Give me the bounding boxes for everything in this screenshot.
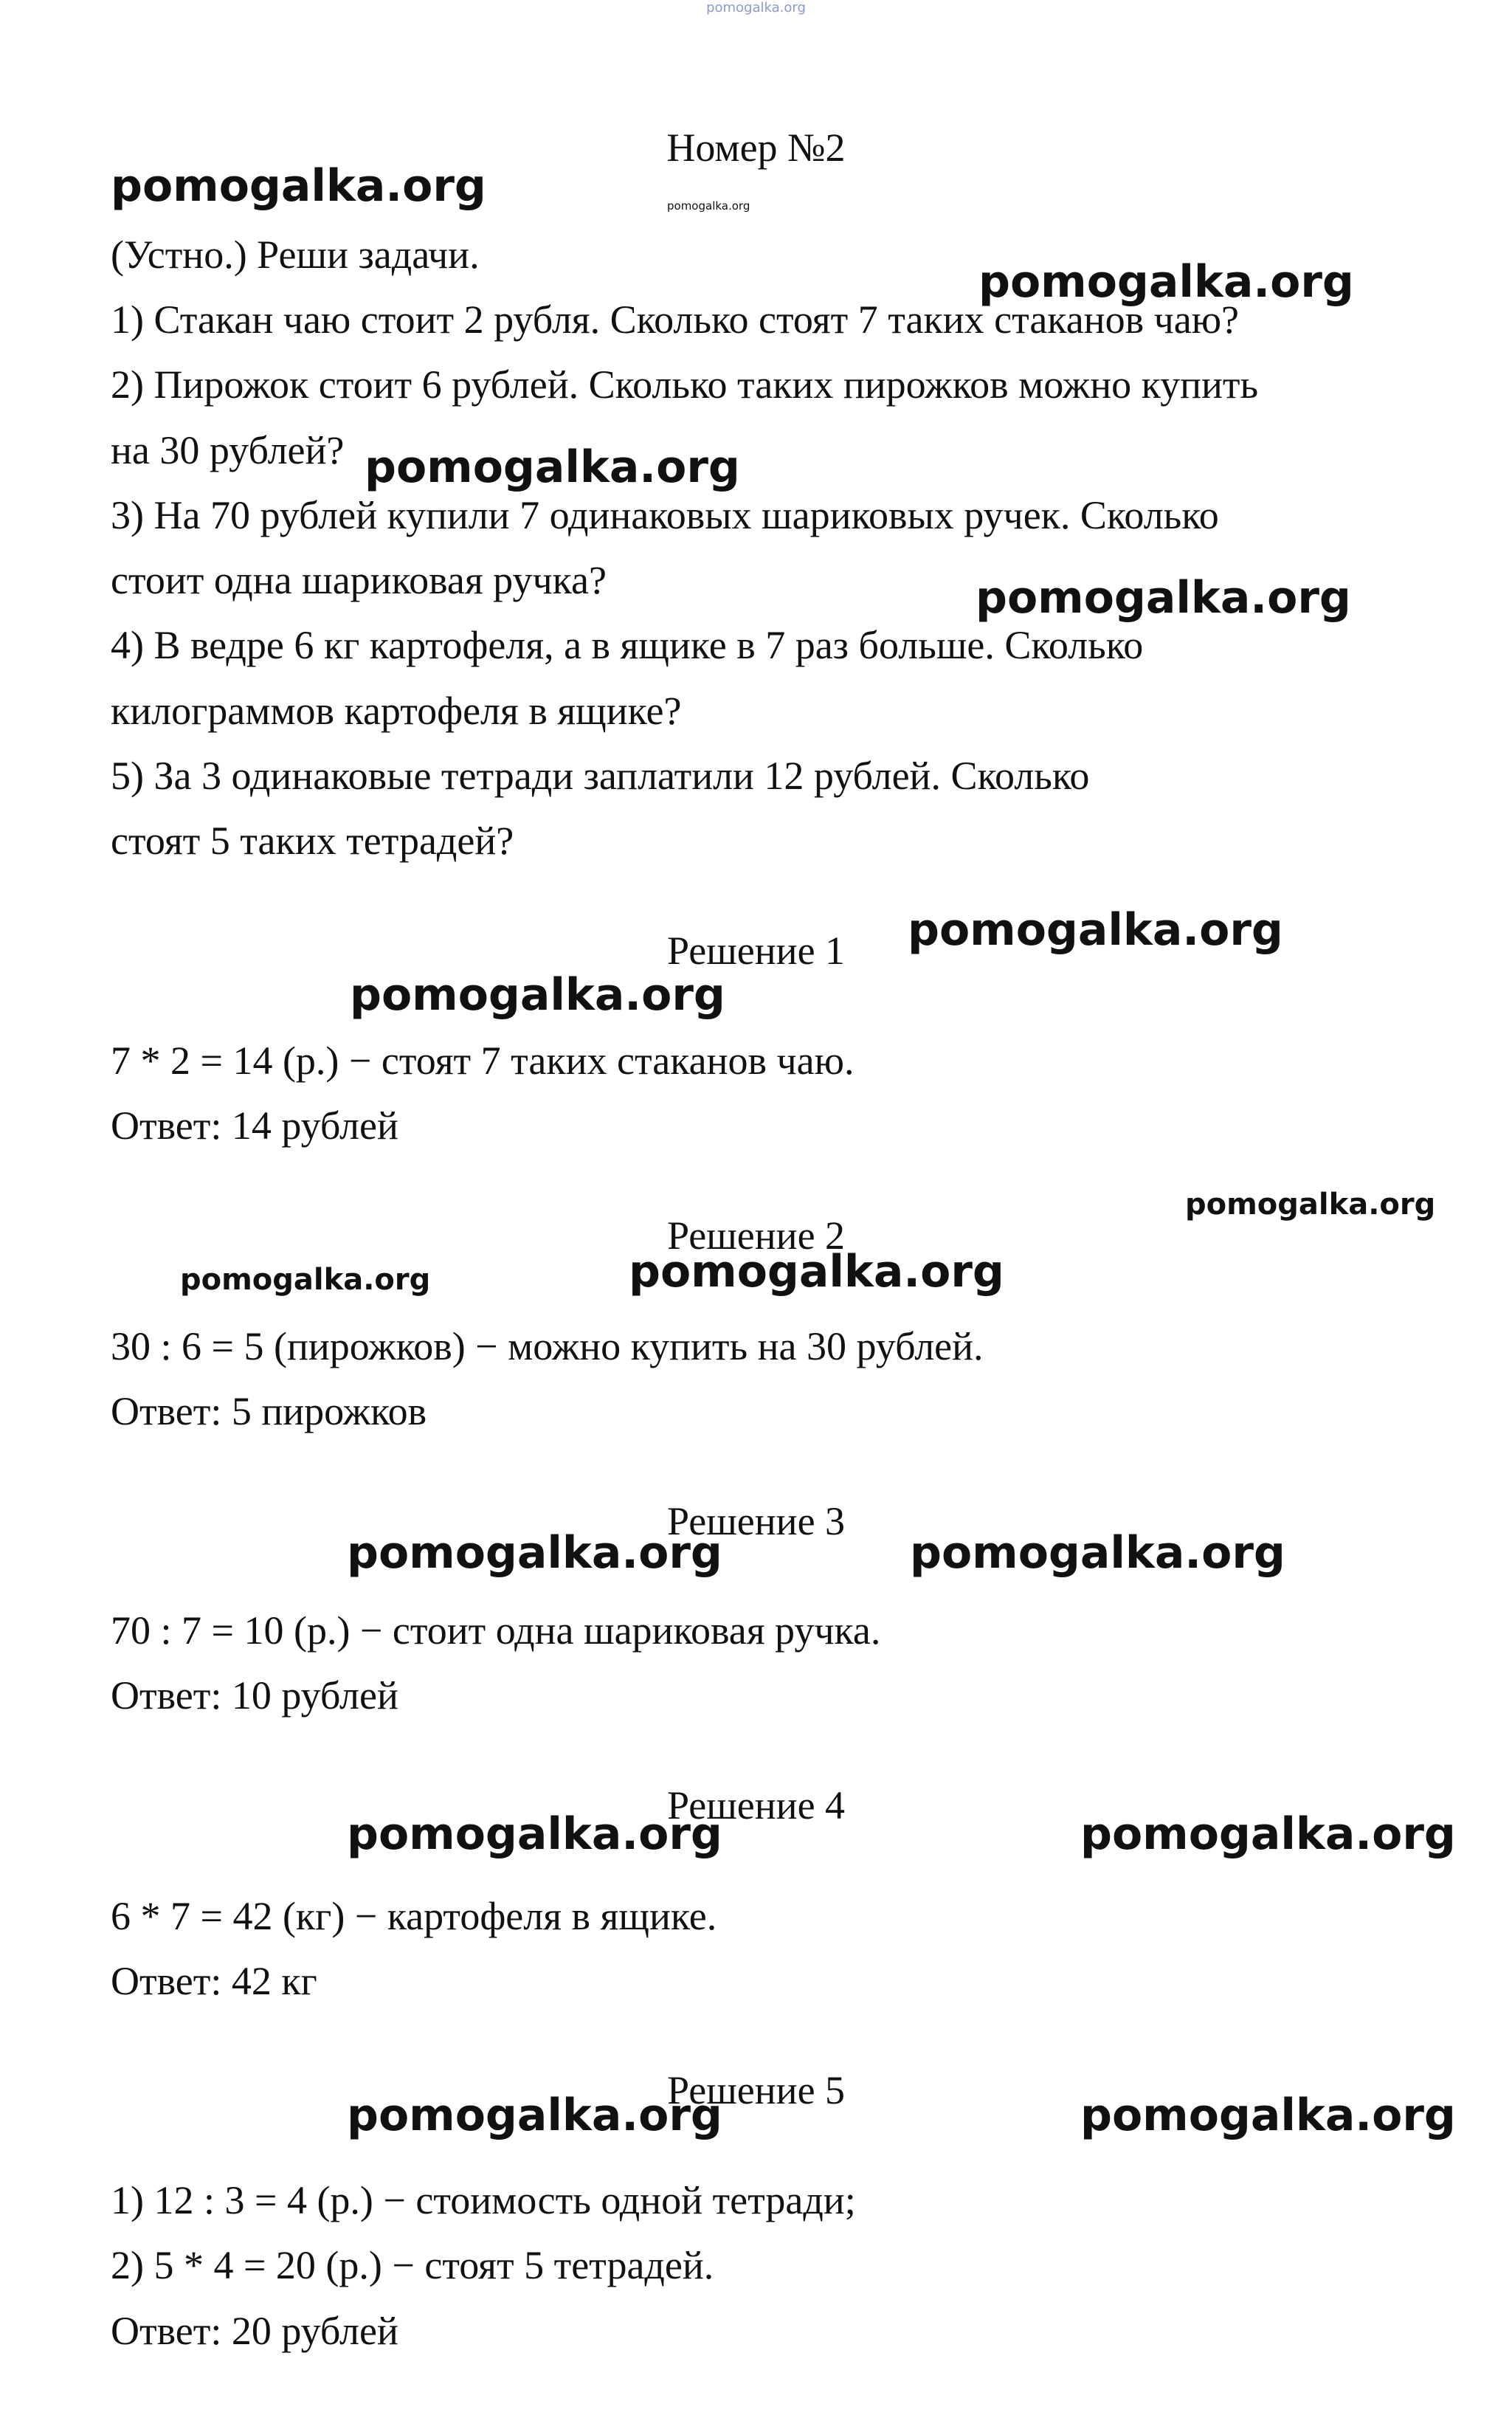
watermark-small: pomogalka.org — [667, 199, 750, 213]
watermark: pomogalka.org — [180, 1263, 431, 1297]
solution-answer: Ответ: 20 рублей — [111, 2309, 398, 2353]
solution-title: Решение 1 — [666, 929, 846, 973]
watermark: pomogalka.org — [365, 441, 740, 493]
solution-answer: Ответ: 10 рублей — [111, 1673, 398, 1718]
problem-line: 4) В ведре 6 кг картофеля, а в ящике в 7 раз больше. Сколько — [111, 623, 1144, 667]
solution-line: 1) 12 : 3 = 4 (р.) − стоимость одной тетради; — [111, 2178, 856, 2222]
problem-line: 3) На 70 рублей купили 7 одинаковых шариковых ручек. Сколько — [111, 493, 1219, 537]
problem-line: стоят 5 таких тетрадей? — [111, 819, 514, 863]
problem-line: килограммов картофеля в ящике? — [111, 689, 682, 733]
problem-line: стоит одна шариковая ручка? — [111, 558, 607, 602]
solution-title: Решение 2 — [666, 1213, 846, 1258]
problem-line: 1) Стакан чаю стоит 2 рубля. Сколько стоят 7 таких стаканов чаю? — [111, 297, 1240, 342]
top-watermark: pomogalka.org — [706, 0, 806, 15]
watermark: pomogalka.org — [976, 572, 1351, 624]
watermark: pomogalka.org — [1080, 1808, 1456, 1860]
solution-line: 7 * 2 = 14 (р.) − стоят 7 таких стаканов чаю. — [111, 1038, 855, 1083]
watermark: pomogalka.org — [1185, 1188, 1436, 1222]
solution-title: Решение 3 — [666, 1499, 846, 1543]
solution-title: Решение 5 — [666, 2068, 846, 2112]
problem-line: 2) Пирожок стоит 6 рублей. Сколько таких пирожков можно купить — [111, 362, 1259, 407]
solution-line: 70 : 7 = 10 (р.) − стоит одна шариковая ручка. — [111, 1608, 881, 1653]
solution-line: 6 * 7 = 42 (кг) − картофеля в ящике. — [111, 1894, 717, 1938]
page-title: Номер №2 — [666, 125, 846, 170]
solution-answer: Ответ: 5 пирожков — [111, 1389, 427, 1433]
intro-text: (Устно.) Реши задачи. — [111, 232, 480, 277]
watermark: pomogalka.org — [910, 1527, 1285, 1579]
problem-line: 5) За 3 одинаковые тетради заплатили 12 рублей. Сколько — [111, 754, 1090, 798]
watermark: pomogalka.org — [350, 969, 725, 1021]
solution-line: 2) 5 * 4 = 20 (р.) − стоят 5 тетрадей. — [111, 2243, 714, 2287]
watermark: pomogalka.org — [978, 256, 1354, 308]
watermark: pomogalka.org — [1080, 2090, 1456, 2141]
watermark: pomogalka.org — [347, 1808, 722, 1860]
watermark: pomogalka.org — [908, 904, 1283, 956]
watermark: pomogalka.org — [111, 160, 486, 212]
problem-line: на 30 рублей? — [111, 428, 345, 472]
watermark: pomogalka.org — [347, 1527, 722, 1579]
solution-answer: Ответ: 42 кг — [111, 1959, 317, 2003]
solution-line: 30 : 6 = 5 (пирожков) − можно купить на 30 рублей. — [111, 1324, 984, 1368]
solution-title: Решение 4 — [666, 1783, 846, 1828]
solution-answer: Ответ: 14 рублей — [111, 1103, 398, 1148]
watermark: pomogalka.org — [347, 2090, 722, 2141]
watermark: pomogalka.org — [629, 1246, 1004, 1298]
